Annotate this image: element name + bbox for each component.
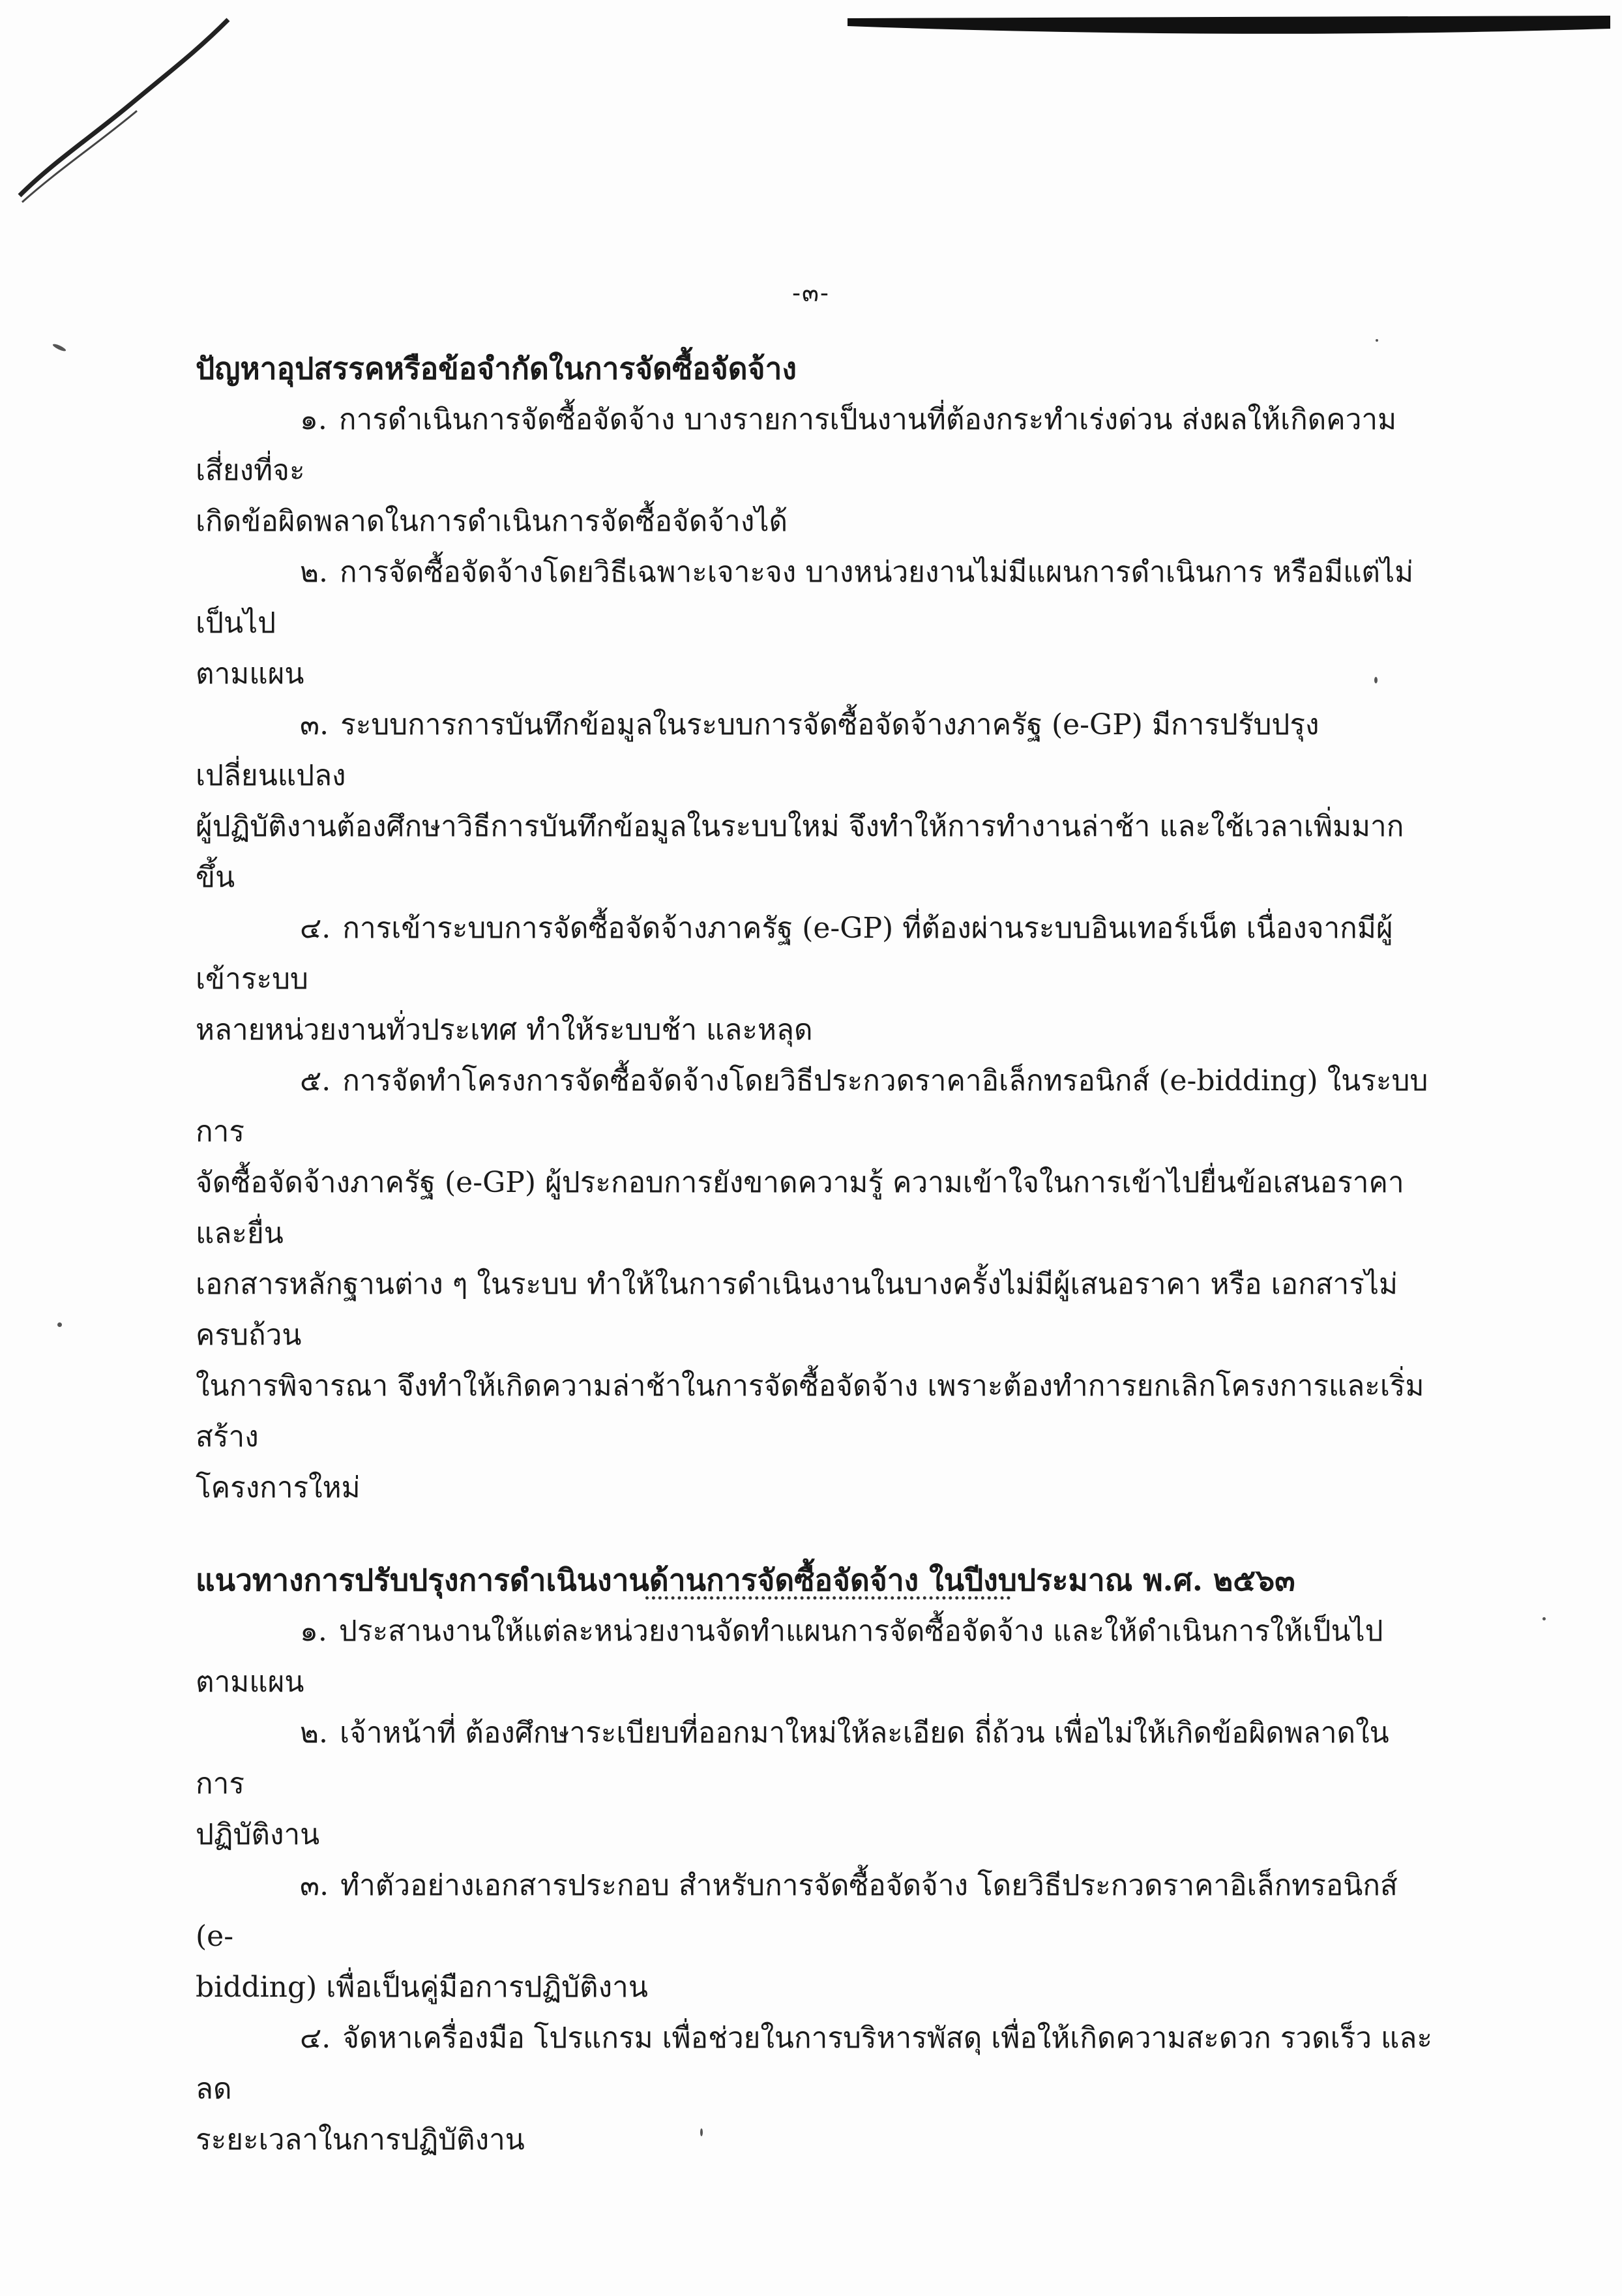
item-continuation: ตามแผน: [196, 657, 304, 691]
item-number: ๑.: [300, 403, 327, 436]
document-body: [196, 342, 1434, 2166]
item-continuation: ปฏิบัติงาน: [196, 1818, 320, 1851]
closing-dotted-line: [645, 1594, 1010, 1600]
item-first-line: จัดหาเครื่องมือ โปรแกรม เพื่อช่วยในการบริหารพัสดุ เพื่อให้เกิดความสะดวก รวดเร็ว และลด: [196, 2021, 1432, 2106]
item-first-line: การจัดทำโครงการจัดซื้อจัดจ้างโดยวิธีประกวดราคาอิเล็กทรอนิกส์ (e-bidding) ในระบบการ: [196, 1064, 1428, 1148]
improvement-item-4: [196, 2013, 1434, 2166]
item-continuation: ระยะเวลาในการปฏิบัติงาน: [196, 2123, 525, 2156]
item-continuation: หลายหน่วยงานทั่วประเทศ ทำให้ระบบช้า และหลุด: [196, 1013, 813, 1047]
item-continuation: เกิดข้อผิดพลาดในการดำเนินการจัดซื้อจัดจ้างได้: [196, 505, 788, 538]
item-first-line: การเข้าระบบการจัดซื้อจัดจ้างภาครัฐ (e-GP) ที่ต้องผ่านระบบอินเทอร์เน็ต เนื่องจากมีผู้เข้าระบบ: [196, 912, 1393, 996]
item-continuation: bidding) เพื่อเป็นคู่มือการปฏิบัติงาน: [196, 1971, 648, 2004]
item-first-line: ระบบการการบันทึกข้อมูลในระบบการจัดซื้อจัดจ้างภาครัฐ (e-GP) มีการปรับปรุงเปลี่ยนแปลง: [196, 708, 1320, 792]
problem-item-4: [196, 903, 1434, 1056]
item-first-line: เจ้าหน้าที่ ต้องศึกษาระเบียบที่ออกมาใหม่ให้ละเอียด ถี่ถ้วน เพื่อไม่ให้เกิดข้อผิดพลาดในการ: [196, 1716, 1389, 1800]
item-continuation: ผู้ปฏิบัติงานต้องศึกษาวิธีการบันทึกข้อมูลในระบบใหม่ จึงทำให้การทำงานล่าช้า และใช้เวลาเพิ่มมากขึ้น: [196, 810, 1404, 894]
item-number: ๒.: [300, 1716, 328, 1750]
scan-speck: [57, 1322, 62, 1327]
scan-speck: [1376, 339, 1378, 342]
item-number: ๓.: [300, 1869, 329, 1902]
section-heading-improvements: แนวทางการปรับปรุงการดำเนินงานด้านการจัดซื้อจัดจ้าง ในปีงบประมาณ พ.ศ. ๒๕๖๓: [196, 1562, 1295, 1598]
item-continuation: โครงการใหม่: [196, 1471, 361, 1504]
scan-speck: [1374, 677, 1378, 683]
item-continuation: เอกสารหลักฐานต่าง ๆ ในระบบ ทำให้ในการดำเนินงานในบางครั้งไม่มีผู้เสนอราคา หรือ เอกสารไม่ครบถ้วน: [196, 1268, 1398, 1352]
page-number: -๓-: [792, 278, 830, 307]
item-number: ๔.: [300, 2021, 331, 2055]
item-continuation: ในการพิจารณา จึงทำให้เกิดความล่าช้าในการจัดซื้อจัดจ้าง เพราะต้องทำการยกเลิกโครงการและเริ่มสร้าง: [196, 1369, 1424, 1454]
section-heading-problems: ปัญหาอุปสรรคหรือข้อจำกัดในการจัดซื้อจัดจ้าง: [196, 351, 797, 386]
scan-artifact-top-bar: [848, 12, 1610, 38]
scan-artifact-diagonal-mark: [13, 13, 235, 209]
item-first-line: การดำเนินการจัดซื้อจัดจ้าง บางรายการเป็นงานที่ต้องกระทำเร่งด่วน ส่งผลให้เกิดความเสี่ยงที่จะ: [196, 403, 1397, 487]
improvement-item-3: [196, 1860, 1434, 2013]
scan-speck: [1542, 1617, 1546, 1620]
item-number: ๓.: [300, 708, 329, 741]
scan-speck: [700, 2128, 703, 2136]
item-first-line: ทำตัวอย่างเอกสารประกอบ สำหรับการจัดซื้อจัดจ้าง โดยวิธีประกวดราคาอิเล็กทรอนิกส์ (e-: [196, 1869, 1398, 1953]
problem-item-2: [196, 547, 1434, 700]
problem-item-3: [196, 700, 1434, 903]
item-number: ๔.: [300, 912, 331, 945]
improvement-item-1: [196, 1606, 1434, 1708]
item-number: ๒.: [300, 556, 328, 589]
problem-item-5: [196, 1056, 1434, 1513]
item-first-line: การจัดซื้อจัดจ้างโดยวิธีเฉพาะเจาะจง บางหน่วยงานไม่มีแผนการดำเนินการ หรือมีแต่ไม่เป็นไป: [196, 556, 1414, 640]
improvement-item-2: [196, 1708, 1434, 1860]
item-continuation: จัดซื้อจัดจ้างภาครัฐ (e-GP) ผู้ประกอบการยังขาดความรู้ ความเข้าใจในการเข้าไปยื่นข้อเสนอราคา และยื่น: [196, 1166, 1404, 1250]
problem-item-1: [196, 395, 1434, 547]
item-first-line: ประสานงานให้แต่ละหน่วยงานจัดทำแผนการจัดซื้อจัดจ้าง และให้ดำเนินการให้เป็นไปตามแผน: [196, 1615, 1383, 1699]
improvement-section: [196, 1554, 1434, 2166]
scan-speck: [52, 343, 66, 353]
item-number: ๑.: [300, 1615, 327, 1648]
item-number: ๕.: [300, 1064, 331, 1097]
